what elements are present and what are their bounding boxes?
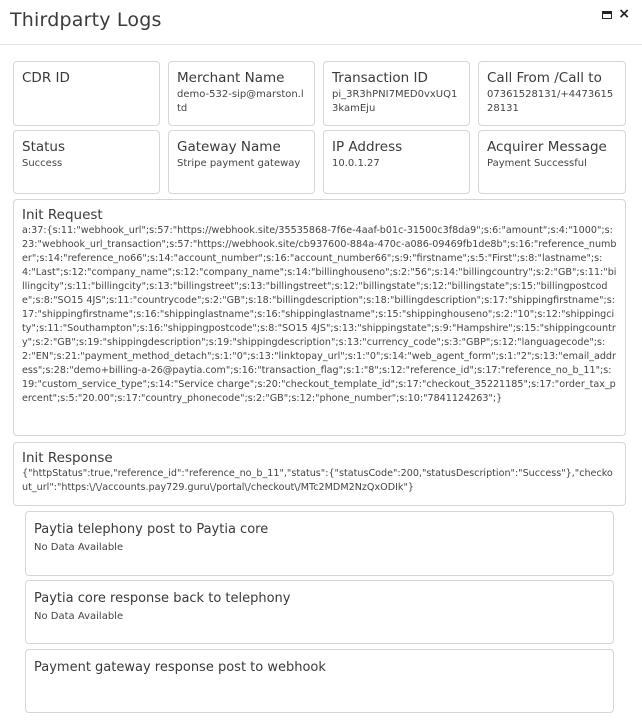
gateway-webhook-card — [25, 649, 614, 713]
transaction-id-card — [323, 61, 470, 126]
modal-title: Thirdparty Logs — [10, 9, 162, 31]
status-value: Success — [22, 158, 63, 169]
merchant-name-card — [168, 61, 315, 126]
init-request-label: Init Request — [22, 207, 103, 223]
merchant-name-label: Merchant Name — [177, 70, 285, 86]
core-response-value: No Data Available — [34, 611, 124, 622]
init-response-value: {"httpStatus":true,"reference_id":"reference_no_b_11","status":{"statusCode":200,"statusDescription":"Success"},"checkout_url":"https:\/\/accounts.pay729.guru\/portal\/checkout\/MTc2MDM2NzQxODIk"} — [22, 468, 613, 493]
ip-address-value: 10.0.1.27 — [332, 158, 380, 169]
telephony-post-label: Paytia telephony post to Paytia core — [34, 522, 269, 537]
acquirer-message-value: Payment Successful — [487, 158, 587, 169]
call-from-to-card — [478, 61, 626, 126]
core-response-label: Paytia core response back to telephony — [34, 591, 291, 606]
init-response-card — [13, 442, 626, 506]
close-icon[interactable]: × — [618, 6, 630, 22]
ip-address-label: IP Address — [332, 139, 403, 155]
call-from-to-label: Call From /Call to — [487, 70, 602, 86]
cdr-id-label: CDR ID — [22, 70, 70, 86]
cdr-id-card — [13, 61, 160, 126]
ip-address-card — [323, 130, 470, 194]
gateway-webhook-label: Payment gateway response post to webhook — [34, 660, 326, 675]
init-request-value: a:37:{s:11:"webhook_url";s:57:"https://webhook.site/35535868-7f6e-4aaf-b01c-31500c3f8da9";s:6:"amount";s:4:"1000";s:23:"webhook_url_transaction";s:57:"https://webhook.site/cb937600-884a-470c-a086-09469fb1de8b";s:16:"reference_number";s:14:"reference_no66";s:14:"account_number";s:16:"account_number66";s:9:"firstname";s:5:"First";s:8:"lastname";s:4:"Last";s:12:"company_name";s:12:"company_name";s:14:"billinghouseno";s:2:"56";s:14:"billingcountry";s:2:"GB";s:11:"billingcity";s:11:"billingcity";s:13:"billingstreet";s:13:"billingstreet";s:12:"billingstate";s:12:"billingstate";s:15:"billingpostcode";s:8:"SO15 4JS";s:11:"countrycode";s:2:"GB";s:18:"billingdescription";s:18:"billingdescription";s:17:"shippingfirstname";s:17:"shippingfirstname";s:16:"shippinglastname";s:16:"shippinglastname";s:15:"shippinghouseno";s:2:"10";s:12:"shippingcity";s:11:"Southampton";s:16:"shippingpostcode";s:8:"SO15 4JS";s:13:"shippingstate";s:9:"Hampshire";s:15:"shippingcountry";s:2:"GB";s:19:"shippingdescription";s:19:"shippingdescription";s:13:"currency_code";s:3:"GBP";s:12:"languagecode";s:2:"EN";s:21:"payment_method_detach";s:1:"0";s:13:"linktopay_url";s:1:"0";s:14:"web_agent_form";s:1:"2";s:13:"email_address";s:28:"demo+billing-a-26@paytia.com";s:16:"transaction_flag";s:1:"8";s:12:"reference_id";s:17:"reference_no_b_11";s:19:"custom_service_type";s:14:"Service charge";s:20:"checkout_template_id";s:17:"checkout_35221185";s:17:"order_tax_percent";s:5:"20.00";s:17:"country_phonecode";s:2:"GB";s:12:"phone_number";s:10:"7841124263";} — [22, 225, 617, 404]
acquirer-message-label: Acquirer Message — [487, 139, 607, 155]
acquirer-message-card — [478, 130, 626, 194]
window-maximize-icon[interactable] — [602, 11, 612, 19]
modal-header — [0, 0, 642, 45]
gateway-name-label: Gateway Name — [177, 139, 281, 155]
core-response-card — [25, 580, 614, 644]
gateway-name-value: Stripe payment gateway — [177, 158, 301, 169]
transaction-id-value: pi_3R3hPNI7MED0vxUQ13kamEju — [332, 89, 458, 114]
status-label: Status — [22, 139, 66, 155]
telephony-post-card — [25, 511, 614, 576]
init-request-card — [13, 199, 626, 436]
merchant-name-value: demo-532-sip@marston.ltd — [177, 89, 304, 114]
status-card — [13, 130, 160, 194]
telephony-post-value: No Data Available — [34, 542, 124, 553]
call-from-to-value: 07361528131/+447361528131 — [487, 89, 614, 114]
gateway-name-card — [168, 130, 315, 194]
transaction-id-label: Transaction ID — [332, 70, 428, 86]
init-response-label: Init Response — [22, 450, 113, 466]
